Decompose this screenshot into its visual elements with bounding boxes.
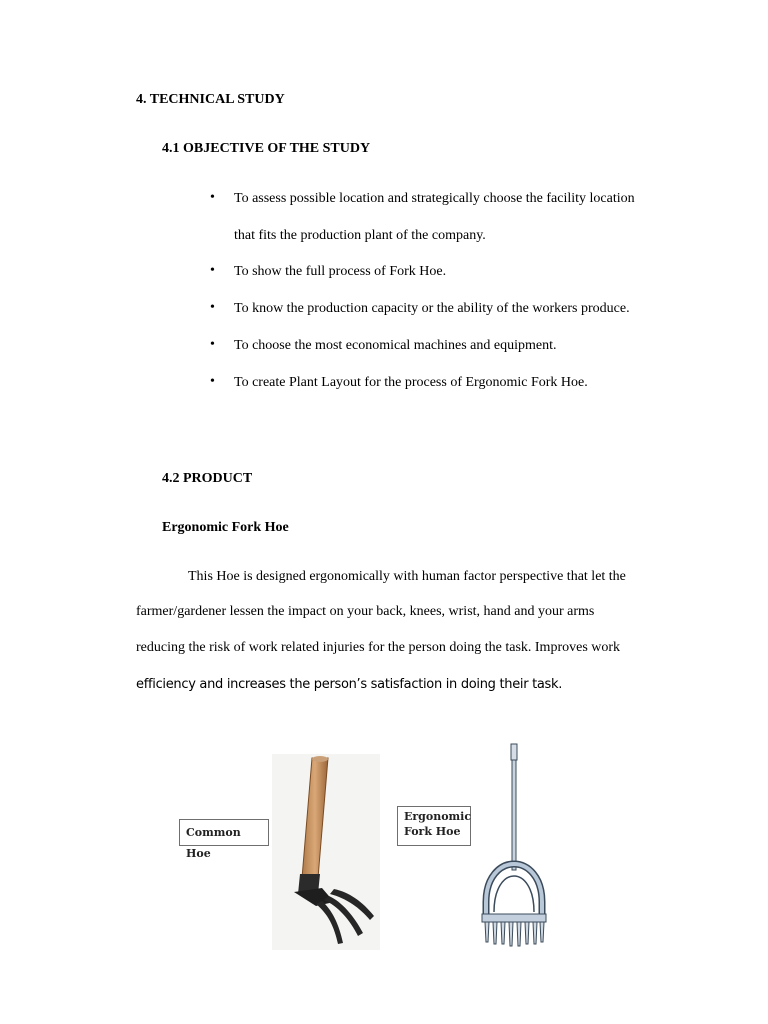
- common-hoe-label-text: Common Hoe: [186, 826, 241, 860]
- subsection-heading-objective: 4.1 OBJECTIVE OF THE STUDY: [162, 141, 371, 156]
- bullet-icon: •: [210, 337, 215, 352]
- objective-item: To know the production capacity or the ability of the workers produce.: [234, 301, 630, 316]
- subsection-heading-product: 4.2 PRODUCT: [162, 471, 253, 486]
- ergonomic-fork-hoe-label: [397, 806, 471, 846]
- common-hoe-label: [179, 819, 269, 860]
- objective-item: To assess possible location and strategically choose the facility location: [234, 191, 635, 206]
- product-paragraph-line: This Hoe is designed ergonomically with human factor perspective that let the: [188, 569, 626, 584]
- objective-item: To create Plant Layout for the process of Ergonomic Fork Hoe.: [234, 375, 588, 390]
- bullet-icon: •: [210, 190, 215, 205]
- section-heading-technical-study: 4. TECHNICAL STUDY: [136, 92, 285, 107]
- product-paragraph-line: farmer/gardener lessen the impact on your back, knees, wrist, hand and your arms: [136, 604, 595, 619]
- objective-item: To choose the most economical machines and equipment.: [234, 338, 557, 353]
- bullet-icon: •: [210, 374, 215, 389]
- objectives-list: [0, 0, 768, 400]
- product-paragraph-line: efficiency and increases the person’s satisfaction in doing their task.: [136, 677, 563, 692]
- product-title: Ergonomic Fork Hoe: [162, 520, 289, 535]
- objective-item: To show the full process of Fork Hoe.: [234, 264, 447, 279]
- bullet-icon: •: [210, 263, 215, 278]
- common-hoe-image: [272, 754, 380, 950]
- ergonomic-fork-hoe-image: [476, 742, 552, 950]
- bullet-icon: •: [210, 300, 215, 315]
- product-paragraph-line: reducing the risk of work related injuries for the person doing the task. Improves work: [136, 640, 621, 655]
- ergonomic-label-line-2: Fork Hoe: [404, 825, 461, 838]
- ergonomic-label-line-1: Ergonomic: [404, 810, 472, 823]
- objective-item-continuation: that fits the production plant of the company.: [234, 228, 486, 243]
